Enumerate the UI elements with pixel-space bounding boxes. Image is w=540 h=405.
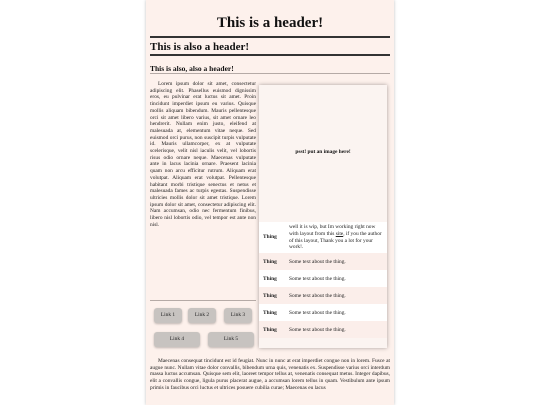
link-4[interactable]: Link 4 xyxy=(154,332,200,347)
row-value: Some text about the thing. xyxy=(287,253,387,270)
row-value: Some text about the thing. xyxy=(287,304,387,321)
tertiary-header: This is also, also a header! xyxy=(150,64,234,73)
row-value: Some text about the thing. xyxy=(287,287,387,304)
row-key: Thing xyxy=(259,270,287,287)
lorem-paragraph: Lorem ipsum dolor sit amet, consectetur adipiscing elit. Phasellus euismod dignissim eros, eu pulvinar erat luctus sit amet. Proin tincidunt imperdiet ipsum eu varius. Quisque mollis aliquam bibendum. Mauris pellentesque orci sit amet libero varius, sit amet ornare leo hendrerit. Nullam enim justo, eleifend at malesuada at, elementum vitae neque. Sed euismod orci purus, non suscipit turpis vulputate id. Mauris ullamcorper, ex at vulputate scelerisque, velit nisl iaculis velit, vel lobortis risus odio ornare neque. Maecenas vulputate ante in lacus lacinia ornare. Praesent lacinia quam non arcu efficitur rutrum. Aliquam erat volutpat. Aliquam erat volutpat. Pellentesque habitant morbi tristique senectus et netus et malesuada fames ac turpis egestas. Suspendisse ultricies mollis dolor sit amet tristique. Lorem ipsum dolor sit amet, consectetur adipiscing elit. Nam accumsan, odio nec fermentum finibus, libero nisl lobortis odio, vel tempor est ante non nisl. xyxy=(150,81,256,228)
footer-paragraph: Maecenas consequat tincidunt est id feugiat. Nunc in nunc at erat imperdiet congue non in lorem. Fusce at augue nunc. Nullam vitae dolor convallis, bibendum urna quis, venenatis ex. Suspendisse varius orci interdum massa luctus accumsan. Quisque sem elit, laoreet tempor tellus at, venenatis consequat metus. Integer dapibus, elit a convallis congue, ligula purus placerat augue, a accumsan lorem tellus in quam. Vestibulum ante ipsum primis in faucibus orci luctus et ultrices posuere cubilia curae; Maecenas eu lacus xyxy=(150,358,390,391)
page xyxy=(146,0,394,405)
link-5[interactable]: Link 5 xyxy=(208,332,254,347)
row-value: well it is wip, but Im working right now with layout from this site, if you the author of this layout, Thank you a lot for your work!. xyxy=(287,222,387,253)
table-row xyxy=(259,270,387,287)
table-row xyxy=(259,304,387,321)
links-divider xyxy=(150,300,256,301)
row-key: Thing xyxy=(259,222,287,253)
table-row xyxy=(259,287,387,304)
link-1[interactable]: Link 1 xyxy=(154,308,182,323)
image-placeholder: psst! put an image here! xyxy=(259,85,387,220)
info-table xyxy=(259,222,387,338)
section-divider xyxy=(150,73,390,74)
table-row xyxy=(259,321,387,338)
row-value: Some text about the thing. xyxy=(287,321,387,338)
site-link[interactable]: site xyxy=(335,230,344,237)
aside-card xyxy=(259,85,387,348)
row-value: Some text about the thing. xyxy=(287,270,387,287)
row-key: Thing xyxy=(259,287,287,304)
secondary-header: This is also a header! xyxy=(150,41,250,53)
row-key: Thing xyxy=(259,321,287,338)
row-key: Thing xyxy=(259,304,287,321)
link-2[interactable]: Link 2 xyxy=(188,308,216,323)
row-key: Thing xyxy=(259,253,287,270)
main-header: This is a header! xyxy=(216,15,324,31)
link-3[interactable]: Link 3 xyxy=(224,308,252,323)
table-row xyxy=(259,222,387,253)
header-divider xyxy=(150,36,390,38)
table-row xyxy=(259,253,387,270)
subheader-divider xyxy=(150,54,390,56)
